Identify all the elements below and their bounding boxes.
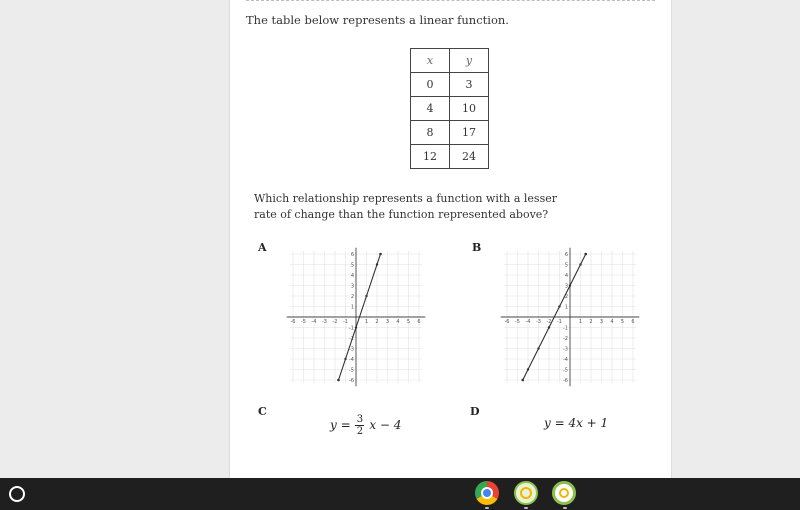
line-point [376,263,378,265]
option-b-graph[interactable] [506,247,646,387]
y-tick-label: -6 [563,377,568,384]
option-c-equation[interactable] [330,414,401,437]
equation-rhs: x − 4 [369,418,402,432]
line-endpoint [521,379,524,382]
y-tick-label: 2 [350,293,354,300]
y-tick-label: 5 [350,262,354,269]
x-tick-label: -5 [301,319,306,325]
x-tick-label: 4 [396,319,400,325]
line-point [579,263,581,265]
graph-a-svg [292,247,432,387]
option-a-label[interactable]: A [258,241,267,254]
chrome-icon[interactable] [475,481,499,505]
table-cell: 3 [450,73,489,97]
x-tick-label: -1 [343,319,348,325]
x-tick-label: -2 [332,319,338,325]
y-tick-label: -4 [563,356,568,363]
table-cell: 0 [411,73,450,97]
y-tick-label: -3 [349,346,354,353]
y-tick-label: -5 [563,367,568,374]
active-indicator [485,507,489,509]
background-right [672,0,800,478]
y-tick-label: 4 [350,272,354,279]
y-tick-label: 4 [564,272,568,279]
app-icon-1[interactable] [514,481,538,505]
table-header-y: y [450,49,489,73]
y-tick-label: 3 [350,283,354,290]
question-card [229,0,672,478]
table-row [411,121,489,145]
line-point [569,284,571,286]
x-tick-label: 1 [364,319,369,325]
x-tick-label: 4 [610,319,614,325]
option-a-graph[interactable] [292,247,432,387]
table-cell: 12 [411,145,450,169]
line-endpoint [584,253,587,256]
table-cell: 8 [411,121,450,145]
divider [246,0,655,1]
y-tick-label: -5 [349,367,354,374]
y-tick-label: 3 [564,283,568,290]
line-point [355,326,357,328]
x-tick-label: -1 [557,319,562,325]
y-tick-label: -6 [349,377,354,384]
x-tick-label: -4 [311,319,317,325]
line-point [527,368,529,370]
x-tick-label: -5 [515,319,520,325]
y-tick-label: 1 [350,304,354,311]
taskbar [0,478,800,510]
y-tick-label: 1 [564,304,568,311]
x-tick-label: 2 [589,319,593,325]
app-icon-2[interactable] [552,481,576,505]
linear-function-table [410,48,489,169]
y-tick-label: -4 [349,356,354,363]
y-tick-label: -1 [563,325,568,332]
x-tick-label: 6 [417,319,421,325]
x-tick-label: -3 [536,319,541,325]
option-d-equation[interactable]: y = 4x + 1 [544,416,609,430]
line-point [558,305,560,307]
fraction [355,414,364,437]
x-tick-label: -3 [322,319,327,325]
intro-text: The table below represents a linear function. [246,13,509,27]
x-tick-label: -6 [504,319,510,325]
x-tick-label: 5 [620,319,625,325]
graph-b-svg [506,247,646,387]
equation-lhs: y = [330,418,351,432]
table-cell: 4 [411,97,450,121]
table-row [411,145,489,169]
y-tick-label: 5 [564,262,568,269]
x-tick-label: 3 [599,319,604,325]
option-c-label[interactable]: C [258,405,267,418]
line-endpoint [379,253,382,256]
table-cell: 17 [450,121,489,145]
x-tick-label: -2 [546,319,552,325]
y-tick-label: -1 [349,325,354,332]
y-tick-label: -3 [563,346,568,353]
table-row [411,73,489,97]
y-tick-label: 2 [564,293,568,300]
background-left [0,0,229,478]
line-point [548,326,550,328]
y-tick-label: -2 [563,335,568,342]
x-tick-label: -6 [290,319,296,325]
x-tick-label: 2 [375,319,379,325]
table-cell: 10 [450,97,489,121]
option-b-label[interactable]: B [472,241,482,254]
x-tick-label: 3 [385,319,390,325]
active-indicator [524,507,528,509]
table-cell: 24 [450,145,489,169]
fraction-numerator: 3 [356,414,364,425]
x-tick-label: 6 [631,319,635,325]
table-row [411,97,489,121]
y-tick-label: -2 [349,335,354,342]
line-point [365,295,367,297]
active-indicator [563,507,567,509]
line-endpoint [337,379,340,382]
y-tick-label: 6 [350,251,354,258]
x-tick-label: 1 [578,319,583,325]
question-text: Which relationship represents a function with a lesser rate of change than the function represented above? [254,192,557,221]
x-tick-label: 5 [406,319,411,325]
line-point [344,358,346,360]
x-tick-label: -4 [525,319,531,325]
y-tick-label: 6 [564,251,568,258]
option-d-label[interactable]: D [470,405,480,418]
line-point [537,347,539,349]
fraction-denominator: 2 [356,426,364,437]
launcher-icon[interactable] [9,486,25,502]
table-header-x: x [411,49,450,73]
